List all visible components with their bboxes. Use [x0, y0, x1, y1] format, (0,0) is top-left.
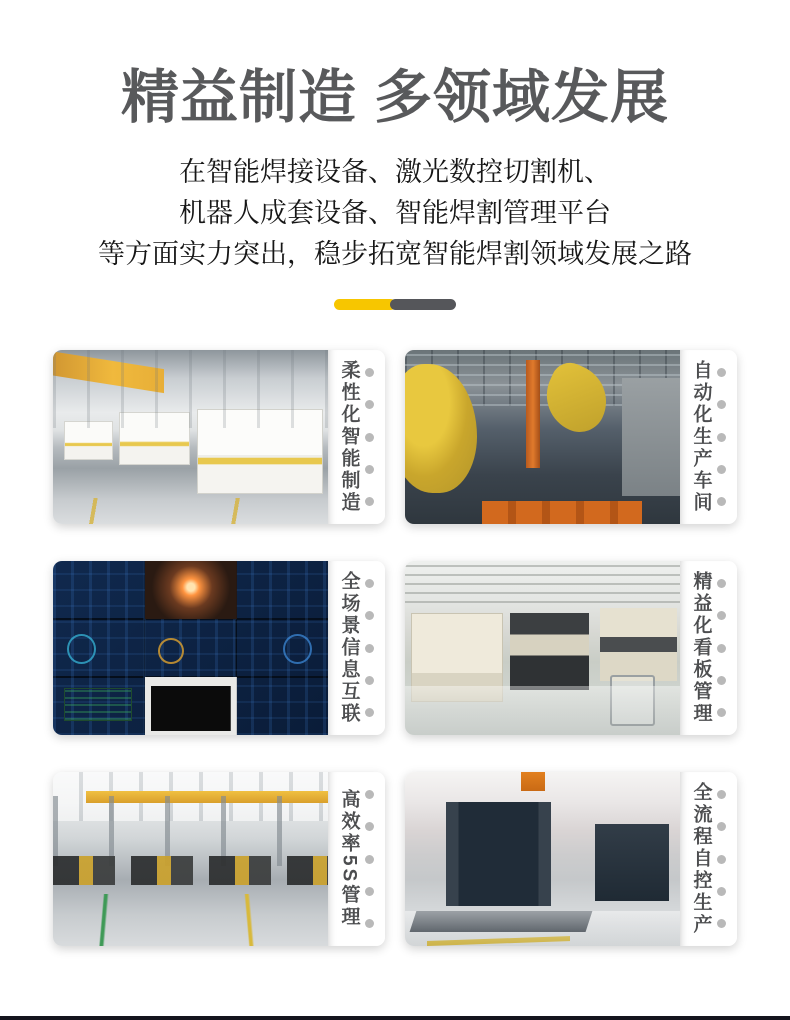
subtitle-line-3: 等方面实力突出，稳步拓宽智能焊割领域发展之路: [98, 239, 692, 269]
bullet-dot-icon: [365, 579, 374, 588]
card-automated-production-workshop: [405, 350, 737, 524]
bullet-dots: [717, 790, 726, 928]
card-label-panel: [328, 772, 385, 946]
bullet-dot-icon: [365, 855, 374, 864]
photo-full-process-automated-production: [405, 772, 680, 946]
bullet-dot-icon: [717, 465, 726, 474]
card-label-panel: [680, 350, 737, 524]
bullet-dot-icon: [717, 400, 726, 409]
bullet-dot-icon: [717, 644, 726, 653]
bullet-dot-icon: [365, 676, 374, 685]
bullet-dot-icon: [365, 919, 374, 928]
bullet-dots: [717, 368, 726, 506]
bullet-dot-icon: [365, 887, 374, 896]
bullet-dot-icon: [717, 708, 726, 717]
photo-high-efficiency-5s-management: [53, 772, 328, 946]
bullet-dot-icon: [365, 708, 374, 717]
bullet-dot-icon: [717, 887, 726, 896]
bullet-dot-icon: [365, 368, 374, 377]
card-full-scenario-information-interconnection: [53, 561, 385, 735]
card-label-panel: [680, 561, 737, 735]
card-full-process-automated-production: [405, 772, 737, 946]
card-flexible-intelligent-manufacturing: [53, 350, 385, 524]
bullet-dot-icon: [717, 919, 726, 928]
bullet-dot-icon: [717, 611, 726, 620]
card-label: 高效率5S管理: [338, 789, 360, 929]
photo-flexible-intelligent-manufacturing: [53, 350, 328, 524]
photo-lean-kanban-management: [405, 561, 680, 735]
bullet-dots: [365, 368, 374, 506]
bullet-dot-icon: [365, 644, 374, 653]
bullet-dot-icon: [717, 822, 726, 831]
bullet-dots: [365, 790, 374, 928]
feature-grid: [53, 350, 737, 946]
card-label: 自动化生产车间: [690, 360, 712, 514]
bottom-section-edge: [0, 1016, 790, 1020]
bullet-dot-icon: [717, 368, 726, 377]
bullet-dot-icon: [717, 790, 726, 799]
bullet-dot-icon: [717, 676, 726, 685]
bullet-dot-icon: [717, 433, 726, 442]
card-label: 柔性化智能制造: [338, 360, 360, 514]
bullet-dot-icon: [365, 822, 374, 831]
card-label-panel: [680, 772, 737, 946]
divider-left-segment: [334, 299, 396, 310]
card-label-panel: [328, 350, 385, 524]
bullet-dot-icon: [365, 465, 374, 474]
card-label-panel: [328, 561, 385, 735]
photo-automated-production-workshop: [405, 350, 680, 524]
card-label: 全流程自控生产: [690, 782, 712, 936]
photo-full-scenario-information-interconnection: [53, 561, 328, 735]
bullet-dot-icon: [365, 433, 374, 442]
section-divider: [334, 299, 456, 310]
bullet-dot-icon: [365, 497, 374, 506]
bullet-dot-icon: [717, 579, 726, 588]
bullet-dot-icon: [365, 400, 374, 409]
subtitle-line-1: 在智能焊接设备、激光数控切割机、: [179, 157, 611, 187]
card-high-efficiency-5s-management: [53, 772, 385, 946]
page-title: 精益制造 多领域发展: [120, 65, 670, 130]
bullet-dots: [717, 579, 726, 717]
bullet-dot-icon: [717, 497, 726, 506]
bullet-dot-icon: [365, 790, 374, 799]
card-label: 精益化看板管理: [690, 571, 712, 725]
card-lean-kanban-management: [405, 561, 737, 735]
card-label: 全场景信息互联: [338, 571, 360, 725]
bullet-dot-icon: [365, 611, 374, 620]
subtitle-line-2: 机器人成套设备、智能焊割管理平台: [179, 198, 611, 228]
page-subtitle: [0, 152, 790, 275]
divider-right-segment: [390, 299, 456, 310]
bullet-dots: [365, 579, 374, 717]
bullet-dot-icon: [717, 855, 726, 864]
